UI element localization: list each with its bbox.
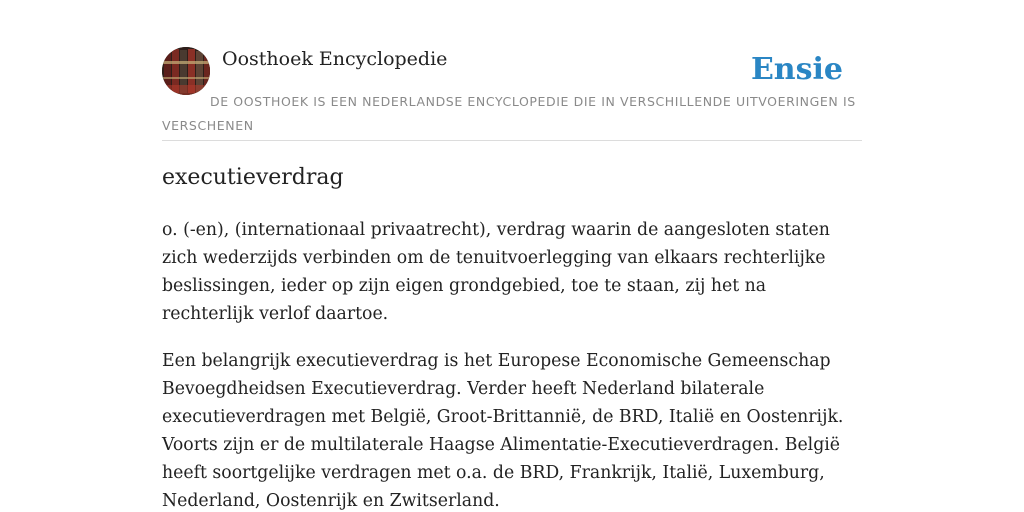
encyclopedia-avatar-icon[interactable] — [162, 47, 210, 95]
entry-paragraph: o. (-en), (internationaal privaatrecht), verdrag waarin de aangesloten staten zich wederzijds verbinden om de tenuitvoerlegging van elkaars rechterlijke beslissingen, ieder op zijn eigen grondgebied, toe te staan, zij het na rechterlijk verlof daartoe. — [162, 220, 830, 324]
site-tagline: DE OOSTHOEK IS EEN NEDERLANDSE ENCYCLOPEDIE DIE IN VERSCHILLENDE UITVOERINGEN IS VERSCHENEN — [162, 94, 856, 133]
site-header — [162, 46, 862, 141]
ensie-logo-link[interactable]: Ensie — [750, 52, 843, 87]
entry-paragraph: Een belangrijk executieverdrag is het Europese Economische Gemeenschap Bevoegdheidsen Executieverdrag. Verder heeft Nederland bilaterale executieverdragen met België, Groot-Brittannië, de BRD, Italië en Oostenrijk. Voorts zijn er de multilaterale Haagse Alimentatie-Executieverdragen. België heeft soortgelijke verdragen met o.a. de BRD, Frankrijk, Italië, Luxemburg, Nederland, Oostenrijk en Zwitserland. — [162, 351, 844, 511]
site-title[interactable]: Oosthoek Encyclopedie — [222, 48, 448, 70]
entry-title: executieverdrag — [162, 165, 344, 190]
entry-content — [162, 216, 862, 512]
